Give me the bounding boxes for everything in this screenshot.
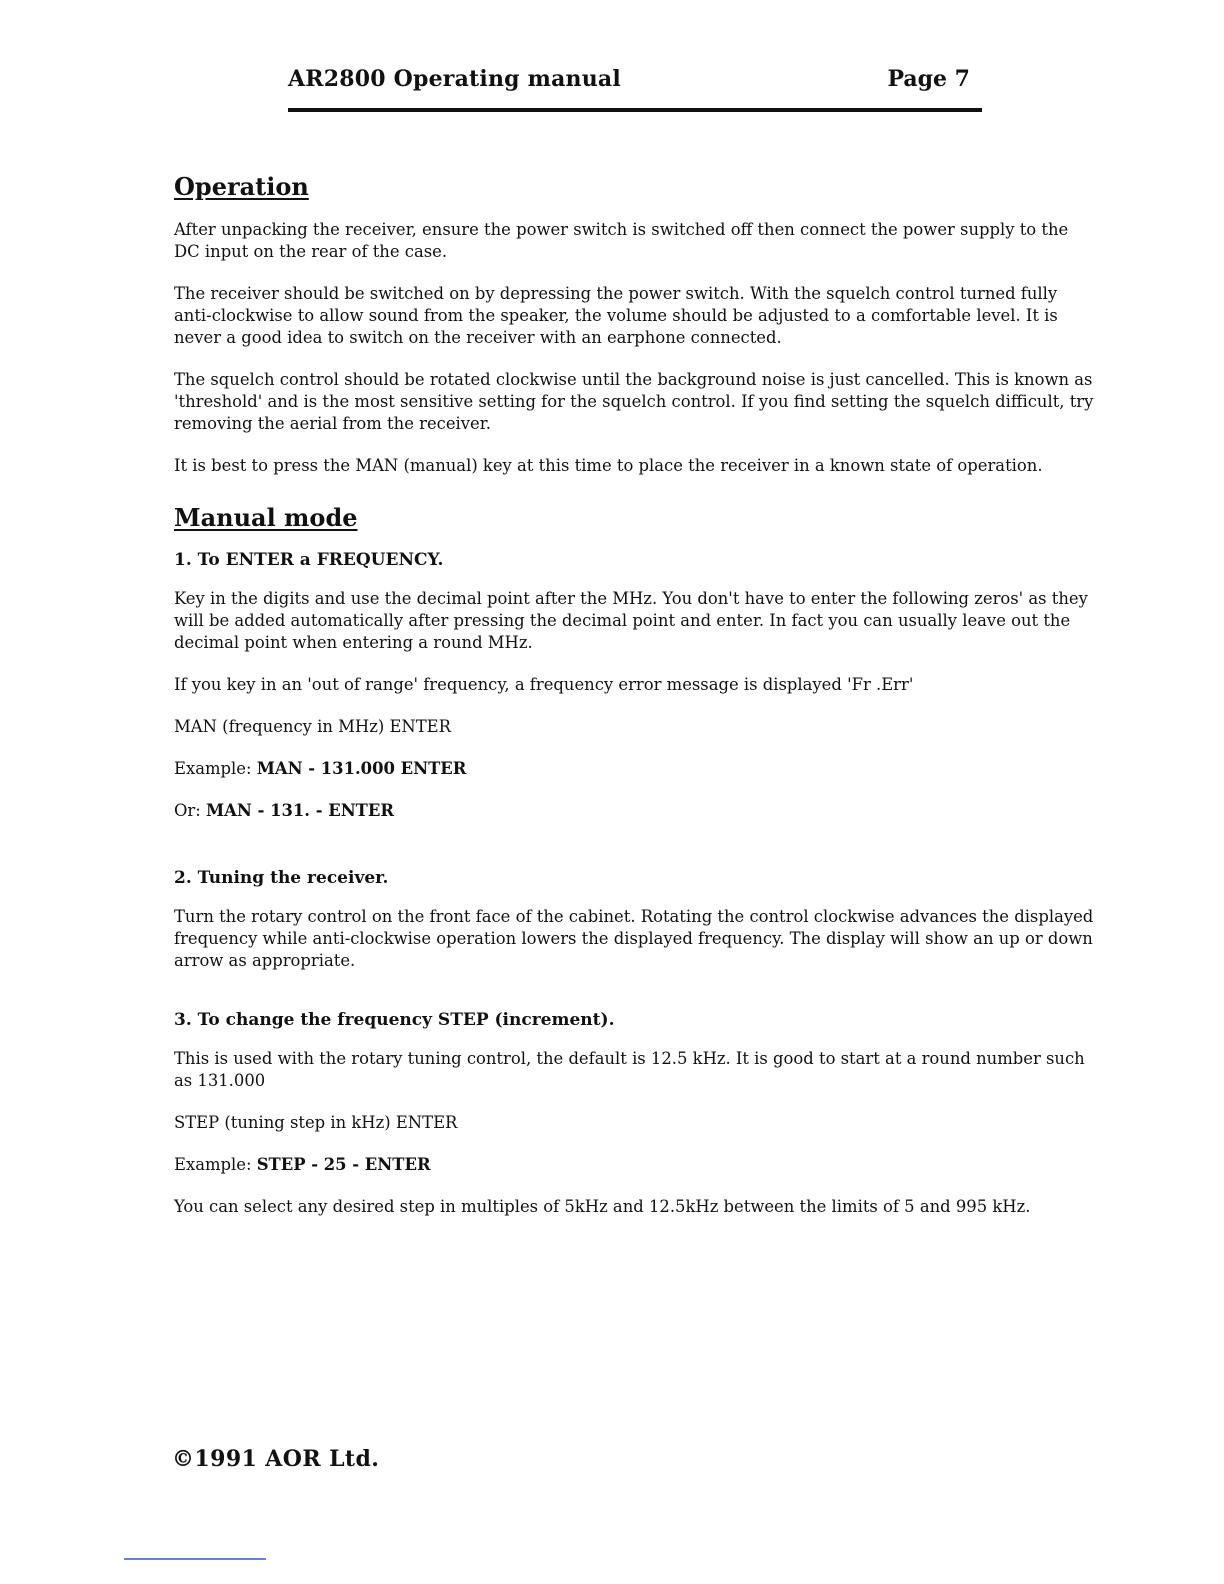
paragraph: The receiver should be switched on by depressing the power switch. With the squelch control turned fully anti-clockwise to allow sound from the speaker, the volume should be adjusted to a comfortable level. It is never a good idea to switch on the receiver with an earphone connected. [174, 284, 1058, 347]
example-value: STEP - 25 - ENTER [256, 1155, 431, 1174]
bottom-edge-mark [124, 1558, 266, 1560]
example-line [174, 800, 1094, 822]
page-content [174, 172, 1094, 1238]
subheading-step: 3. To change the frequency STEP (increment). [174, 1010, 615, 1030]
paragraph: It is best to press the MAN (manual) key at this time to place the receiver in a known state of operation. [174, 456, 1043, 475]
example-label: Example: [174, 1155, 252, 1174]
subheading-tuning: 2. Tuning the receiver. [174, 868, 389, 888]
example-label: Example: [174, 759, 252, 778]
page-header [288, 66, 982, 116]
paragraph: Turn the rotary control on the front face of the cabinet. Rotating the control clockwise advances the displayed frequency while anti-clockwise operation lowers the displayed frequency. The display will show an up or down arrow as appropriate. [174, 907, 1094, 970]
syntax-line: STEP (tuning step in kHz) ENTER [174, 1113, 458, 1132]
paragraph: Key in the digits and use the decimal point after the MHz. You don't have to enter the following zeros' as they will be added automatically after pressing the decimal point and enter. In fact you can usually leave out the decimal point when entering a round MHz. [174, 589, 1088, 652]
example-value: MAN - 131.000 ENTER [256, 759, 467, 778]
section-heading-manual-mode: Manual mode [174, 503, 358, 532]
or-value: MAN - 131. - ENTER [206, 801, 394, 820]
paragraph: This is used with the rotary tuning control, the default is 12.5 kHz. It is good to start at a round number such as 131.000 [174, 1049, 1085, 1090]
syntax-line: MAN (frequency in MHz) ENTER [174, 717, 451, 736]
page-number: Page 7 [887, 66, 970, 92]
subheading-enter-frequency: 1. To ENTER a FREQUENCY. [174, 550, 444, 570]
section-heading-operation: Operation [174, 172, 309, 201]
paragraph: After unpacking the receiver, ensure the power switch is switched off then connect the power supply to the DC input on the rear of the case. [174, 220, 1069, 261]
example-line [174, 758, 1094, 780]
paragraph: The squelch control should be rotated clockwise until the background noise is just cancelled. This is known as 'threshold' and is the most sensitive setting for the squelch control. If you find setting the squelch difficult, try removing the aerial from the receiver. [174, 370, 1094, 433]
paragraph: You can select any desired step in multiples of 5kHz and 12.5kHz between the limits of 5 and 995 kHz. [174, 1197, 1031, 1216]
paragraph: If you key in an 'out of range' frequency, a frequency error message is displayed 'Fr .Err' [174, 675, 914, 694]
copyright: ©1991 AOR Ltd. [172, 1446, 380, 1472]
or-label: Or: [174, 801, 201, 820]
header-rule [288, 108, 982, 112]
example-line [174, 1154, 1094, 1176]
manual-title: AR2800 Operating manual [288, 66, 621, 92]
